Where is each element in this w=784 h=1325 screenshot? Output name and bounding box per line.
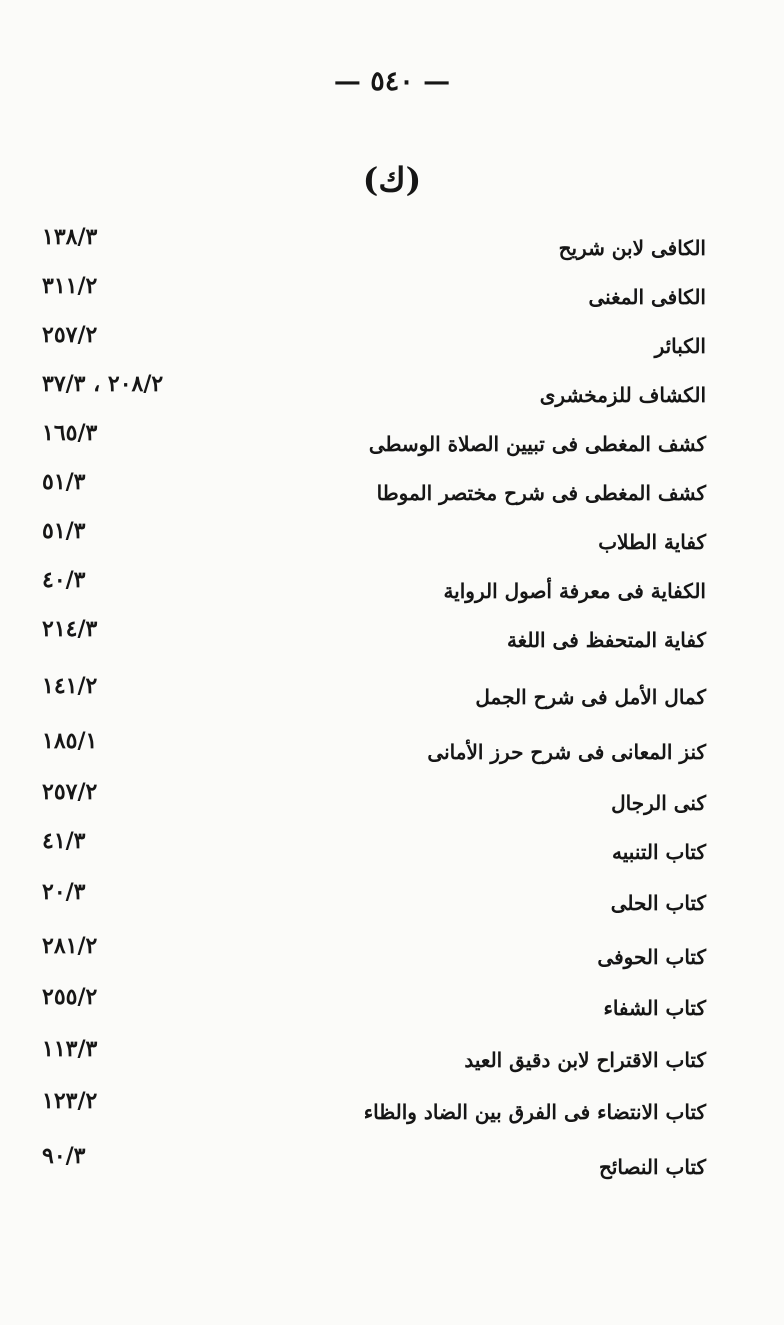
index-entry — [0, 371, 784, 423]
volume-page-reference: ٤١/٣ — [42, 828, 86, 854]
volume-page-reference: ٢٠٨/٢ ، ٣٧/٣ — [42, 371, 164, 397]
index-entry — [0, 469, 784, 521]
index-entry — [0, 728, 784, 780]
volume-page-reference: ٢٥٥/٢ — [42, 984, 98, 1010]
index-entry — [0, 518, 784, 570]
volume-page-reference: ٢١٤/٣ — [42, 616, 98, 642]
book-title: كفاية الطلاب — [598, 530, 706, 554]
index-entry — [0, 616, 784, 668]
book-title: كتاب الشفاء — [603, 996, 706, 1020]
volume-page-reference: ٩٠/٣ — [42, 1143, 86, 1169]
index-entry — [0, 273, 784, 325]
index-entry — [0, 673, 784, 725]
book-title: كفاية المتحفظ فى اللغة — [506, 628, 706, 652]
volume-page-reference: ٢٠/٣ — [42, 879, 86, 905]
volume-page-reference: ١٢٣/٢ — [42, 1088, 98, 1114]
index-entry — [0, 224, 784, 276]
index-entry — [0, 1036, 784, 1088]
book-title: الكبائر — [654, 334, 706, 358]
volume-page-reference: ٤٠/٣ — [42, 567, 86, 593]
book-title: كتاب الانتضاء فى الفرق بين الضاد والظاء — [363, 1100, 706, 1124]
book-title: كنز المعانى فى شرح حرز الأمانى — [427, 740, 706, 764]
index-entry — [0, 933, 784, 985]
volume-page-reference: ٢٥٧/٢ — [42, 779, 98, 805]
index-entry — [0, 879, 784, 931]
volume-page-reference: ١٣٨/٣ — [42, 224, 98, 250]
volume-page-reference: ٣١١/٢ — [42, 273, 98, 299]
index-entry — [0, 420, 784, 472]
index-entry — [0, 322, 784, 374]
book-title: الكشاف للزمخشرى — [539, 383, 706, 407]
index-entry — [0, 1088, 784, 1140]
index-entry — [0, 828, 784, 880]
book-title: الكفاية فى معرفة أصول الرواية — [443, 579, 706, 603]
book-title: كمال الأمل فى شرح الجمل — [475, 685, 706, 709]
book-title: كتاب التنبيه — [612, 840, 706, 864]
volume-page-reference: ١٦٥/٣ — [42, 420, 98, 446]
volume-page-reference: ٢٥٧/٢ — [42, 322, 98, 348]
book-title: الكافى لابن شريح — [558, 236, 706, 260]
volume-page-reference: ١١٣/٣ — [42, 1036, 98, 1062]
index-entry — [0, 984, 784, 1036]
book-title: كتاب الاقتراح لابن دقيق العيد — [464, 1048, 706, 1072]
page-number: — ٥٤٠ — — [333, 66, 451, 97]
volume-page-reference: ١٨٥/١ — [42, 728, 98, 754]
volume-page-reference: ٢٨١/٢ — [42, 933, 98, 959]
book-title: كنى الرجال — [611, 791, 706, 815]
book-title: كشف المغطى فى شرح مختصر الموطا — [376, 481, 706, 505]
volume-page-reference: ١٤١/٢ — [42, 673, 98, 699]
book-title: الكافى المغنى — [588, 285, 706, 309]
section-letter: (ك) — [362, 160, 422, 199]
index-entry — [0, 567, 784, 619]
book-title: كتاب النصائح — [598, 1155, 706, 1179]
index-entry — [0, 1143, 784, 1195]
volume-page-reference: ٥١/٣ — [42, 469, 86, 495]
volume-page-reference: ٥١/٣ — [42, 518, 86, 544]
book-title: كتاب الحلى — [610, 891, 706, 915]
book-title: كتاب الحوفى — [597, 945, 706, 969]
book-title: كشف المغطى فى تبيين الصلاة الوسطى — [368, 432, 706, 456]
index-entry — [0, 779, 784, 831]
